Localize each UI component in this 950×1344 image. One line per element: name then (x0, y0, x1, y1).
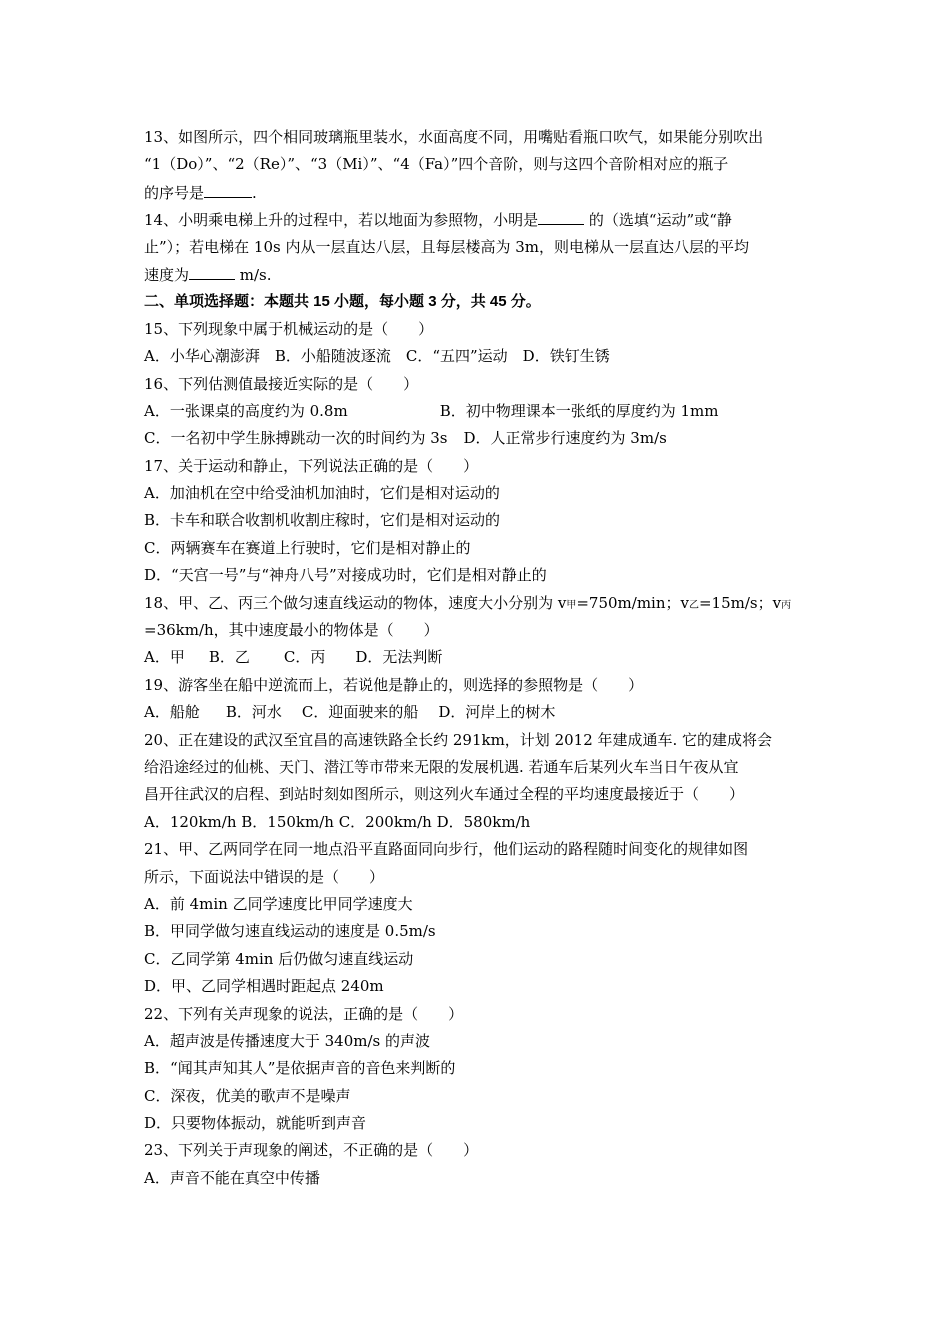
q20-line-2: 给沿途经过的仙桃、天门、潜江等市带来无限的发展机遇. 若通车后某列火车当日午夜从宜 (144, 757, 739, 776)
q20-options: A．120km/h B．150km/h C．200km/h D．580km/h (144, 812, 531, 831)
q18-line-1 (144, 590, 814, 617)
q13-line-2: “1（Do）”、“2（Re）”、“3（Mi）”、“4（Fa）”四个音阶，则与这四个音阶相对应的瓶子 (144, 155, 729, 174)
q22-stem: 22、下列有关声现象的说法，正确的是（ ） (144, 1004, 464, 1023)
q16-option-a: A．一张课桌的高度约为 0.8m (144, 401, 348, 420)
document-body (144, 124, 814, 1192)
q13-line-3 (144, 179, 814, 206)
q16-stem: 16、下列估测值最接近实际的是（ ） (144, 374, 419, 393)
q18-subscript-yi: 乙 (688, 599, 699, 611)
q14-line-1 (144, 206, 814, 233)
q18-option-b: B．乙 (208, 648, 250, 667)
q21-option-d: D．甲、乙同学相遇时距起点 240m (144, 977, 384, 996)
q21-option-b: B．甲同学做匀速直线运动的速度是 0.5m/s (144, 922, 436, 941)
q14-answer-blank-2[interactable] (189, 261, 235, 280)
q18-line-1-mid-1: =750m/min；v (576, 593, 689, 612)
q17-option-d: D．“天宫一号”与“神舟八号”对接成功时，它们是相对静止的 (144, 566, 547, 585)
q14-line-3-suffix: m/s. (235, 265, 272, 284)
q23-option-a: A．声音不能在真空中传播 (144, 1168, 320, 1187)
q19-option-a: A．船舱 (144, 703, 200, 722)
q17-stem: 17、关于运动和静止，下列说法正确的是（ ） (144, 456, 479, 475)
q15-stem: 15、下列现象中属于机械运动的是（ ） (144, 319, 434, 338)
q20-line-1: 20、正在建设的武汉至宜昌的高速铁路全长约 291km，计划 2012 年建成通车. 它的建成将会 (144, 730, 773, 749)
q20-line-3: 昌开往武汉的启程、到站时刻如图所示，则这列火车通过全程的平均速度最接近于（ ） (144, 785, 745, 804)
q21-option-c: C．乙同学第 4min 后仍做匀速直线运动 (144, 949, 414, 968)
q14-line-1-suffix: 的（选填“运动”或“静 (584, 211, 732, 230)
q23-stem: 23、下列关于声现象的阐述，不正确的是（ ） (144, 1141, 479, 1160)
q21-option-a: A．前 4min 乙同学速度比甲同学速度大 (144, 894, 413, 913)
q14-line-3-prefix: 速度为 (144, 265, 190, 284)
q22-option-b: B．“闻其声知其人”是依据声音的音色来判断的 (144, 1059, 456, 1078)
q22-option-c: C．深夜，优美的歌声不是噪声 (144, 1086, 351, 1105)
q17-option-c: C．两辆赛车在赛道上行驶时，它们是相对静止的 (144, 538, 471, 557)
q14-line-2: 止”）；若电梯在 10s 内从一层直达八层，且每层楼高为 3m，则电梯从一层直达八层的平均 (144, 237, 750, 256)
q18-line-1-prefix: 18、甲、乙、丙三个做匀速直线运动的物体，速度大小分别为 v (144, 593, 567, 612)
q13-answer-blank[interactable] (204, 179, 252, 198)
q13-line-3-suffix: . (252, 183, 257, 202)
q21-line-2: 所示，下面说法中错误的是（ ） (144, 867, 385, 886)
q16-options-row-1 (144, 398, 814, 425)
q16-option-d: D．人正常步行速度约为 3m/s (463, 429, 667, 448)
q18-line-2: =36km/h，其中速度最小的物体是（ ） (144, 621, 439, 640)
q19-options (144, 699, 814, 726)
q13-line-3-prefix: 的序号是 (144, 183, 205, 202)
q18-options (144, 644, 814, 671)
q14-line-1-prefix: 14、小明乘电梯上升的过程中，若以地面为参照物，小明是 (144, 211, 539, 230)
q21-line-1: 21、甲、乙两同学在同一地点沿平直路面同向步行，他们运动的路程随时间变化的规律如图 (144, 840, 749, 859)
q18-option-d: D．无法判断 (355, 648, 443, 667)
q17-option-a: A．加油机在空中给受油机加油时，它们是相对运动的 (144, 484, 500, 503)
q22-option-d: D．只要物体振动，就能听到声音 (144, 1114, 367, 1133)
q19-option-c: C．迎面驶来的船 (301, 703, 419, 722)
section-2-heading: 二、单项选择题：本题共 15 小题，每小题 3 分，共 45 分。 (144, 293, 541, 311)
q19-option-b: B．河水 (225, 703, 282, 722)
q16-options-row-2 (144, 425, 814, 452)
q18-subscript-bing: 丙 (781, 599, 792, 611)
q18-subscript-jia: 甲 (566, 599, 577, 611)
q17-option-b: B．卡车和联合收割机收割庄稼时，它们是相对运动的 (144, 511, 501, 530)
q16-option-b: B．初中物理课本一张纸的厚度约为 1mm (439, 401, 719, 420)
q14-line-3 (144, 261, 814, 288)
q18-line-1-mid-2: =15m/s；v (698, 593, 782, 612)
q18-option-a: A．甲 (144, 648, 185, 667)
q22-option-a: A．超声波是传播速度大于 340m/s 的声波 (144, 1031, 430, 1050)
q19-stem: 19、游客坐在船中逆流而上，若说他是静止的，则选择的参照物是（ ） (144, 675, 644, 694)
q16-option-c: C．一名初中学生脉搏跳动一次的时间约为 3s (144, 429, 448, 448)
q13-line-1: 13、如图所示，四个相同玻璃瓶里装水，水面高度不同，用嘴贴看瓶口吹气，如果能分别吹出 (144, 128, 764, 146)
q15-options: A．小华心潮澎湃 B．小船随波逐流 C．“五四”运动 D．铁钉生锈 (144, 347, 610, 366)
q18-option-c: C．丙 (283, 648, 326, 667)
q14-answer-blank-1[interactable] (538, 206, 584, 225)
q19-option-d: D．河岸上的树木 (438, 703, 556, 722)
